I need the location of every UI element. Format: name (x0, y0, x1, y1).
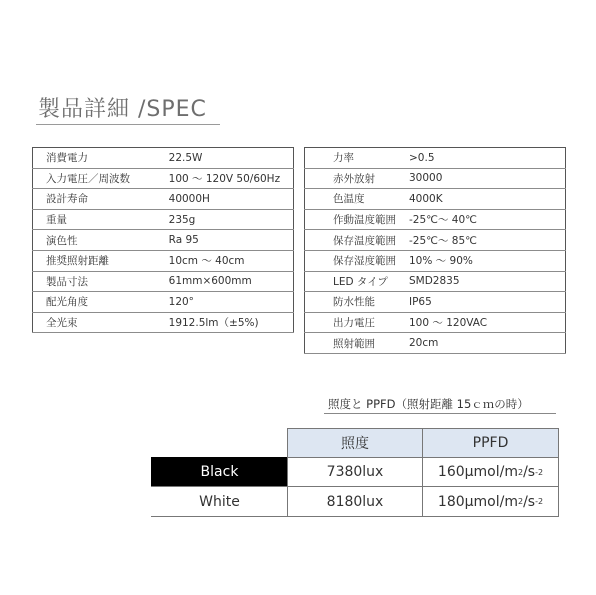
spec-row (33, 168, 294, 189)
spec-value: 61mm×600mm (157, 271, 294, 292)
ppfd-unit: μmol/m (464, 464, 518, 480)
spec-label: 照射範囲 (305, 333, 406, 354)
ppfd-subtitle: 照度と PPFD（照射距離 15ｃｍの時） (328, 397, 529, 411)
spec-row (33, 312, 294, 333)
spec-value: IP65 (405, 292, 566, 313)
spec-row (33, 148, 294, 169)
spec-value: 10cm ～ 40cm (157, 250, 294, 271)
ppfd-unit-sup: 2 (518, 467, 524, 477)
ppfd-value: 160 (437, 464, 465, 480)
spec-row (33, 271, 294, 292)
spec-row (33, 189, 294, 210)
spec-label: 製品寸法 (33, 271, 157, 292)
spec-value: 100 ～ 120V 50/60Hz (157, 168, 294, 189)
ppfd-unit-sup: 2 (518, 497, 524, 506)
spec-value: 30000 (405, 168, 566, 189)
row-label-black: Black (151, 457, 288, 487)
header-illuminance: 照度 (287, 428, 423, 458)
ppfd-value: 180 (437, 493, 465, 510)
ppfd-subtitle-underline (324, 413, 556, 414)
spec-row (33, 250, 294, 271)
ppfd-unit-slash: /s (523, 493, 536, 510)
ppfd-unit-sup2: -2 (535, 497, 544, 506)
spec-value: SMD2835 (405, 271, 566, 292)
spec-label: LED タイプ (305, 271, 406, 292)
spec-value: 120° (157, 292, 294, 313)
spec-value: >0.5 (405, 148, 566, 169)
spec-label: 作動温度範囲 (305, 209, 406, 230)
spec-row (305, 189, 566, 210)
spec-table-left (32, 147, 294, 333)
page-title: 製品詳細 /SPEC (38, 97, 207, 122)
spec-label: 重量 (33, 209, 157, 230)
spec-row (33, 230, 294, 251)
spec-row (305, 168, 566, 189)
header-ppfd: PPFD (422, 428, 559, 458)
spec-value: 235g (157, 209, 294, 230)
spec-label: 演色性 (33, 230, 157, 251)
title-underline (36, 124, 220, 125)
spec-row (305, 271, 566, 292)
spec-value: 1912.5lm（±5%) (157, 312, 294, 333)
spec-label: 保存温度範囲 (305, 230, 406, 251)
spec-table-right (304, 147, 566, 354)
spec-value: -25℃～ 85℃ (405, 230, 566, 251)
ppfd-white (422, 486, 559, 517)
spec-value: 10% ～ 90% (405, 250, 566, 271)
spec-row (305, 333, 566, 354)
spec-value: -25℃～ 40℃ (405, 209, 566, 230)
spec-label: 赤外放射 (305, 168, 406, 189)
spec-value: Ra 95 (157, 230, 294, 251)
spec-label: 消費電力 (33, 148, 157, 169)
spec-row (33, 209, 294, 230)
spec-value: 22.5W (157, 148, 294, 169)
ppfd-unit-slash: /s (523, 464, 536, 480)
row-label-white: White (151, 486, 288, 517)
spec-row (305, 312, 566, 333)
spec-label: 設計寿命 (33, 189, 157, 210)
spec-value: 20cm (405, 333, 566, 354)
spec-label: 全光束 (33, 312, 157, 333)
spec-row (305, 292, 566, 313)
ppfd-unit: μmol/m (464, 493, 518, 510)
spec-label: 出力電圧 (305, 312, 406, 333)
spec-label: 力率 (305, 148, 406, 169)
spec-row (33, 292, 294, 313)
lux-black: 7380lux (287, 457, 423, 487)
spec-label: 配光角度 (33, 292, 157, 313)
spec-label: 防水性能 (305, 292, 406, 313)
lux-white: 8180lux (287, 486, 423, 517)
spec-value: 4000K (405, 189, 566, 210)
spec-row (305, 209, 566, 230)
spec-row (305, 250, 566, 271)
ppfd-black (422, 457, 559, 487)
ppfd-unit-sup2: -2 (535, 467, 544, 477)
spec-label: 推奨照射距離 (33, 250, 157, 271)
spec-label: 入力電圧／周波数 (33, 168, 157, 189)
spec-row (305, 230, 566, 251)
spec-label: 保存湿度範囲 (305, 250, 406, 271)
spec-row (305, 148, 566, 169)
spec-label: 色温度 (305, 189, 406, 210)
spec-value: 40000H (157, 189, 294, 210)
spec-value: 100 ～ 120VAC (405, 312, 566, 333)
